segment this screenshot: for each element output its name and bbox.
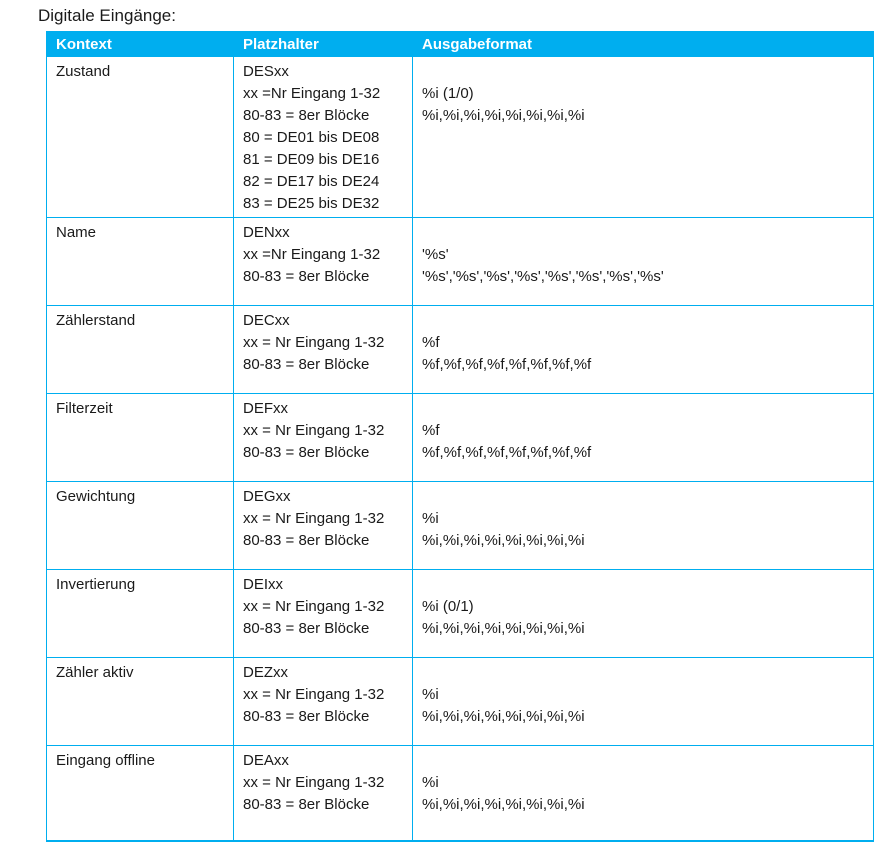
platzhalter-line: xx = Nr Eingang 1-32 [243,510,385,527]
column-header-kontext: Kontext [47,32,234,57]
kontext-cell: Invertierung [47,570,234,658]
ausgabeformat-line: %i,%i,%i,%i,%i,%i,%i,%i [422,532,585,549]
platzhalter-line: xx = Nr Eingang 1-32 [243,686,385,703]
table-body [47,57,874,841]
ausgabeformat-line [422,398,869,420]
platzhalter-line: xx = Nr Eingang 1-32 [243,774,385,791]
table-row [47,394,874,482]
ausgabeformat-line [422,574,869,596]
table-row [47,746,874,841]
ausgabeformat-cell [413,57,874,218]
ausgabeformat-line: '%s' [422,246,449,263]
table-row [47,57,874,218]
platzhalter-line: DENxx [243,224,290,241]
digital-inputs-table [46,31,874,842]
column-header-platzhalter: Platzhalter [234,32,413,57]
platzhalter-line: DECxx [243,312,290,329]
ausgabeformat-line: %f,%f,%f,%f,%f,%f,%f,%f [422,444,592,461]
ausgabeformat-cell [413,746,874,841]
platzhalter-cell [234,394,413,482]
platzhalter-cell [234,570,413,658]
ausgabeformat-line: %i [422,686,439,703]
platzhalter-cell [234,482,413,570]
ausgabeformat-line: '%s','%s','%s','%s','%s','%s','%s','%s' [422,268,664,285]
table-row [47,306,874,394]
platzhalter-line: xx = Nr Eingang 1-32 [243,422,385,439]
platzhalter-cell [234,57,413,218]
ausgabeformat-cell [413,482,874,570]
platzhalter-cell [234,306,413,394]
ausgabeformat-cell [413,570,874,658]
ausgabeformat-line: %f [422,334,440,351]
kontext-cell: Eingang offline [47,746,234,841]
table-row [47,658,874,746]
platzhalter-cell [234,746,413,841]
platzhalter-line: 80-83 = 8er Blöcke [243,620,370,637]
ausgabeformat-line: %i [422,510,439,527]
platzhalter-line: 80-83 = 8er Blöcke [243,532,370,549]
platzhalter-cell [234,218,413,306]
table-row [47,482,874,570]
ausgabeformat-cell [413,218,874,306]
column-header-ausgabeformat: Ausgabeformat [413,32,874,57]
platzhalter-line: xx = Nr Eingang 1-32 [243,598,385,615]
platzhalter-line: 80 = DE01 bis DE08 [243,129,380,146]
kontext-cell: Zustand [47,57,234,218]
ausgabeformat-line: %i,%i,%i,%i,%i,%i,%i,%i [422,708,585,725]
platzhalter-line: xx =Nr Eingang 1-32 [243,85,381,102]
platzhalter-line: 80-83 = 8er Blöcke [243,444,370,461]
kontext-cell: Name [47,218,234,306]
ausgabeformat-line: %i,%i,%i,%i,%i,%i,%i,%i [422,620,585,637]
platzhalter-line: 82 = DE17 bis DE24 [243,173,380,190]
ausgabeformat-line [422,222,869,244]
platzhalter-line: DEAxx [243,752,289,769]
ausgabeformat-line [422,486,869,508]
table-header-row [47,32,874,57]
ausgabeformat-line: %i (1/0) [422,85,474,102]
ausgabeformat-cell [413,394,874,482]
ausgabeformat-line: %f [422,422,440,439]
platzhalter-cell [234,658,413,746]
ausgabeformat-cell [413,306,874,394]
ausgabeformat-line [422,310,869,332]
platzhalter-line: 80-83 = 8er Blöcke [243,796,370,813]
kontext-cell: Filterzeit [47,394,234,482]
platzhalter-line: 80-83 = 8er Blöcke [243,356,370,373]
platzhalter-line: xx =Nr Eingang 1-32 [243,246,381,263]
page-title: Digitale Eingänge: [38,6,176,25]
platzhalter-line: 80-83 = 8er Blöcke [243,708,370,725]
kontext-cell: Zählerstand [47,306,234,394]
kontext-cell: Zähler aktiv [47,658,234,746]
platzhalter-line: DEIxx [243,576,284,593]
platzhalter-line: xx = Nr Eingang 1-32 [243,334,385,351]
platzhalter-line: DEZxx [243,664,288,681]
platzhalter-line: 83 = DE25 bis DE32 [243,195,380,212]
platzhalter-line: 81 = DE09 bis DE16 [243,151,380,168]
platzhalter-line: DESxx [243,63,289,80]
platzhalter-line: 80-83 = 8er Blöcke [243,268,370,285]
platzhalter-line: DEFxx [243,400,288,417]
ausgabeformat-line: %i,%i,%i,%i,%i,%i,%i,%i [422,107,585,124]
platzhalter-line: 80-83 = 8er Blöcke [243,107,370,124]
table-row [47,570,874,658]
table-row [47,218,874,306]
kontext-cell: Gewichtung [47,482,234,570]
ausgabeformat-cell [413,658,874,746]
ausgabeformat-line: %i (0/1) [422,598,474,615]
ausgabeformat-line: %i,%i,%i,%i,%i,%i,%i,%i [422,796,585,813]
ausgabeformat-line [422,61,869,83]
ausgabeformat-line: %i [422,774,439,791]
ausgabeformat-line [422,662,869,684]
ausgabeformat-line: %f,%f,%f,%f,%f,%f,%f,%f [422,356,592,373]
platzhalter-line: DEGxx [243,488,291,505]
ausgabeformat-line [422,750,869,772]
